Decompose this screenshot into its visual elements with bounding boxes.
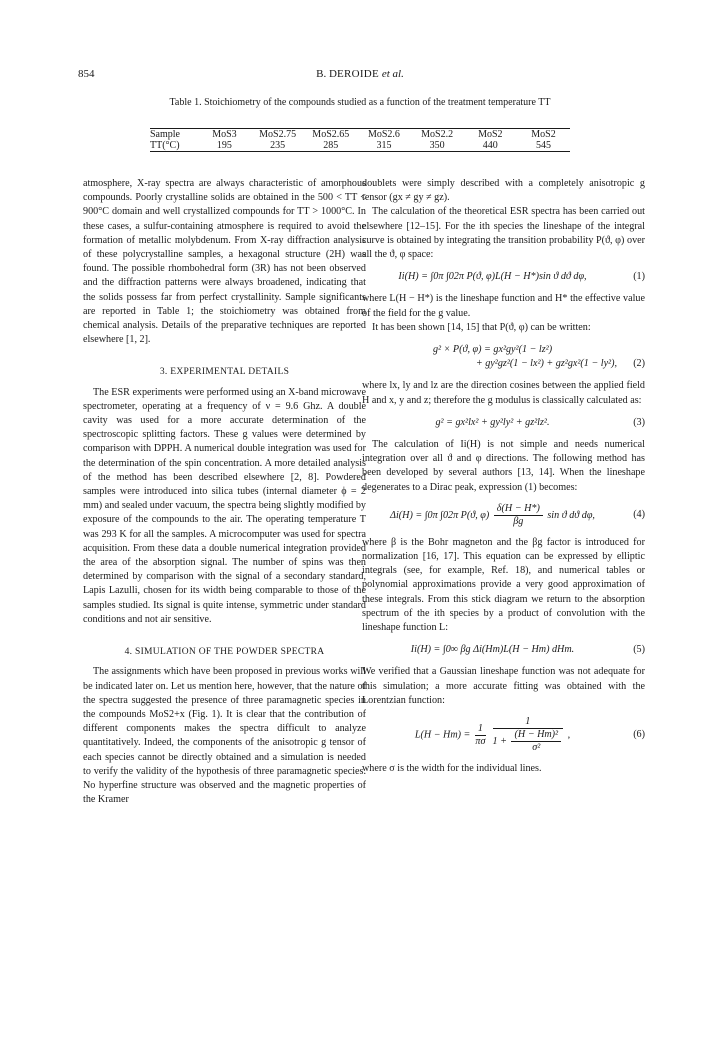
author-etal: et al. xyxy=(381,68,404,80)
equation-body xyxy=(362,716,623,754)
table-cell: 350 xyxy=(429,140,445,151)
equation-part: sin ϑ dϑ dφ, xyxy=(547,509,595,521)
paragraph: where σ is the width for the individual lines. xyxy=(362,763,542,775)
equation-6 xyxy=(362,716,645,754)
equation-number: (1) xyxy=(633,271,645,283)
table-header-cell: MoS2 xyxy=(531,129,556,140)
equation-part: Δi(H) = ∫0π ∫02π P(ϑ, φ) xyxy=(390,509,490,521)
equation-number: (6) xyxy=(633,728,645,740)
stoichiometry-table xyxy=(150,128,570,152)
left-column xyxy=(83,177,366,807)
equation-body: g² = gx²lx² + gy²ly² + gz²lz². xyxy=(435,416,550,428)
fraction-numerator: 1 xyxy=(475,723,486,736)
fraction-numerator: δ(H − H*) xyxy=(494,503,543,516)
equation-part: L(H − Hm) = xyxy=(414,729,471,741)
equation-number: (5) xyxy=(633,644,645,656)
equation-body: Ii(H) = ∫0π ∫02π P(ϑ, φ)L(H − H*)sin ϑ dϑ dφ, xyxy=(398,271,587,283)
equation-3 xyxy=(362,416,645,430)
table-header-cell: MoS2.65 xyxy=(312,129,350,140)
fraction xyxy=(493,716,564,754)
page-number: 854 xyxy=(78,68,95,80)
paragraph: where lx, ly and lz are the direction cosines between the applied field H and x, y and z; therefore the g modulus is classically calculated as: xyxy=(362,380,645,406)
paragraph: The calculation of the theoretical ESR spectra has been carried out elsewhere [12–15]. For the ith species the lineshape of the integral curve is obtained by integrating the transition probability P(ϑ, φ) over all the ϑ, φ space: xyxy=(362,206,645,261)
equation-number: (4) xyxy=(633,509,645,521)
paragraph: where L(H − H*) is the lineshape function and H* the effective value of the field for the g value. xyxy=(362,293,645,319)
paragraph: where β is the Bohr magneton and the βg factor is introduced for normalization [16, 17]. This equation can be expressed by elliptic integrals (see, for example, Ref. 18), and numerical tables or polynomial approximations provide a very good approximation of these integrals. From this stick diagram we return to the absorption spectrum of the ith species by a product of convolution with the lineshape function L: xyxy=(362,536,645,634)
table-header-cell: MoS2.6 xyxy=(367,129,400,140)
paragraph: The calculation of Ii(H) is not simple and needs numerical integration over all ϑ and φ directions. The following method has been developed by several authors [13, 14]. When the lineshape degenerates to a Dirac peak, expression (1) becomes: xyxy=(362,439,645,493)
fraction xyxy=(511,729,561,754)
fraction xyxy=(494,503,543,528)
section-heading-experimental: 3. EXPERIMENTAL DETAILS xyxy=(159,367,290,378)
equation-body-line1: g² × P(ϑ, φ) = gx²gy²(1 − lz²) xyxy=(432,344,553,356)
equation-2 xyxy=(362,343,645,371)
equation-part: , xyxy=(567,729,571,741)
right-column xyxy=(362,177,645,776)
table-cell: 545 xyxy=(535,140,551,151)
table-cell: 285 xyxy=(323,140,339,151)
paragraph: atmosphere, X-ray spectra are always characteristic of amorphous compounds. Poorly crystalline solids are obtained in the 500 < TT < 900°C domain and well crystallized compounds for TT > 1000°C. In these cases, a sulfur-containing atmosphere is required to avoid the formation of metallic molybdenum. From X-ray diffraction analysis of these polycrystalline samples, a hexagonal structure (2H) was found. The possible rhombohedral form (3R) has not been observed and the diffraction patterns were always broadened, indicating that the solids possess far from perfect crystallinity. Sample significants are reported in Table 1; the stoichiometry was obtained from chemical analysis. Details of the preparative techniques are reported elsewhere [1, 2]. xyxy=(83,178,366,346)
fraction-denominator xyxy=(493,729,564,754)
fraction-denominator: σ² xyxy=(532,742,541,754)
table-row xyxy=(150,140,570,151)
equation-5 xyxy=(362,643,645,657)
table-bottom-rule xyxy=(150,151,570,152)
equation-number: (2) xyxy=(633,358,645,370)
table-header-cell: Sample xyxy=(150,129,180,140)
equation-4 xyxy=(362,503,645,528)
section-heading-simulation: 4. SIMULATION OF THE POWDER SPECTRA xyxy=(124,647,325,658)
table-cell: 195 xyxy=(216,140,232,151)
paragraph: The ESR experiments were performed using an X-band microwave spectrometer, operating at a frequency of ν = 9.6 Ghz. A double cavity was used for a more accurate determination of the spectroscopic splitting factors. These g values were determined by comparison with DPPH. A numerical double integration was used for the determination of the spin concentration. A more detailed analysis of the method has been described elsewhere [2, 8]. Powdered samples were introduced into silica tubes (internal diameter ϕ = 2 mm) and sealed under vacuum, the spectra being slightly modified by exposure of the compounds to the air. The operating temperature T was 293 K for all the samples. A microcomputer was used for spectra acquisition. From these data a double numerical integration provided the area of the absorption signal. The number of spins was then determined by comparison with the signal of a secondary standard, Lapis Lazulli, chosen for its width being comparable to those of the samples studied. Its signal is quite intense, symmetric under standard conditions and not air sensitive. xyxy=(83,386,366,625)
table-cell: 440 xyxy=(482,140,498,151)
table-header-cell: MoS2.75 xyxy=(259,129,297,140)
running-header-authors xyxy=(0,68,720,80)
equation-body xyxy=(362,503,623,528)
paragraph: We verified that a Gaussian lineshape function was not adequate for this simulation; a more accurate fitting was obtained with the Lorentzian function: xyxy=(362,666,645,706)
author-surname: EROIDE xyxy=(336,68,380,80)
equation-part: 1 + xyxy=(492,735,507,747)
table-header-cell: MoS2 xyxy=(478,129,503,140)
table-header-cell: MoS3 xyxy=(212,129,237,140)
equation-body: Ii(H) = ∫0∞ βg Δi(Hm)L(H − Hm) dHm. xyxy=(410,644,575,656)
equation-number: (3) xyxy=(633,416,645,428)
equation-body-line2: + gy²gz²(1 − lx²) + gz²gx²(1 − ly²), xyxy=(475,358,617,370)
table-header-row xyxy=(150,129,570,140)
fraction-denominator: πσ xyxy=(475,735,486,747)
table-caption: Table 1. Stoichiometry of the compounds studied as a function of the treatment temperature TT xyxy=(169,97,551,108)
paragraph: It has been shown [14, 15] that P(ϑ, φ) can be written: xyxy=(372,321,591,333)
table-cell: 315 xyxy=(376,140,392,151)
table-cell: 235 xyxy=(270,140,286,151)
author-initial: B. D xyxy=(316,68,337,80)
table-header-cell: MoS2.2 xyxy=(421,129,454,140)
fraction xyxy=(475,723,486,748)
fraction-numerator: (H − Hm)² xyxy=(511,729,561,742)
equation-1 xyxy=(362,270,645,284)
fraction-denominator: βg xyxy=(513,515,524,527)
table-row-label: TT(°C) xyxy=(150,140,180,151)
paragraph: The assignments which have been proposed in previous works will be indicated later on. Let us mention here, however, that the nature of the spectra suggested the presence of three paramagnetic species in the compounds MoS2+x (Fig. 1). It is clear that the contribution of different components makes the spectra difficult to analyze quantitatively. Indeed, the components of the anisotropic g tensor of each species cannot be directly obtained and a simulation is needed to verify the validity of the hypothesis of three paramagnetic species. No hyperfine structure was observed and the magnetic properties of the Kramer xyxy=(83,666,366,806)
fraction-numerator: 1 xyxy=(493,716,564,729)
paragraph: doublets were simply described with a completely anisotropic g tensor (gx ≠ gy ≠ gz). xyxy=(362,178,645,204)
